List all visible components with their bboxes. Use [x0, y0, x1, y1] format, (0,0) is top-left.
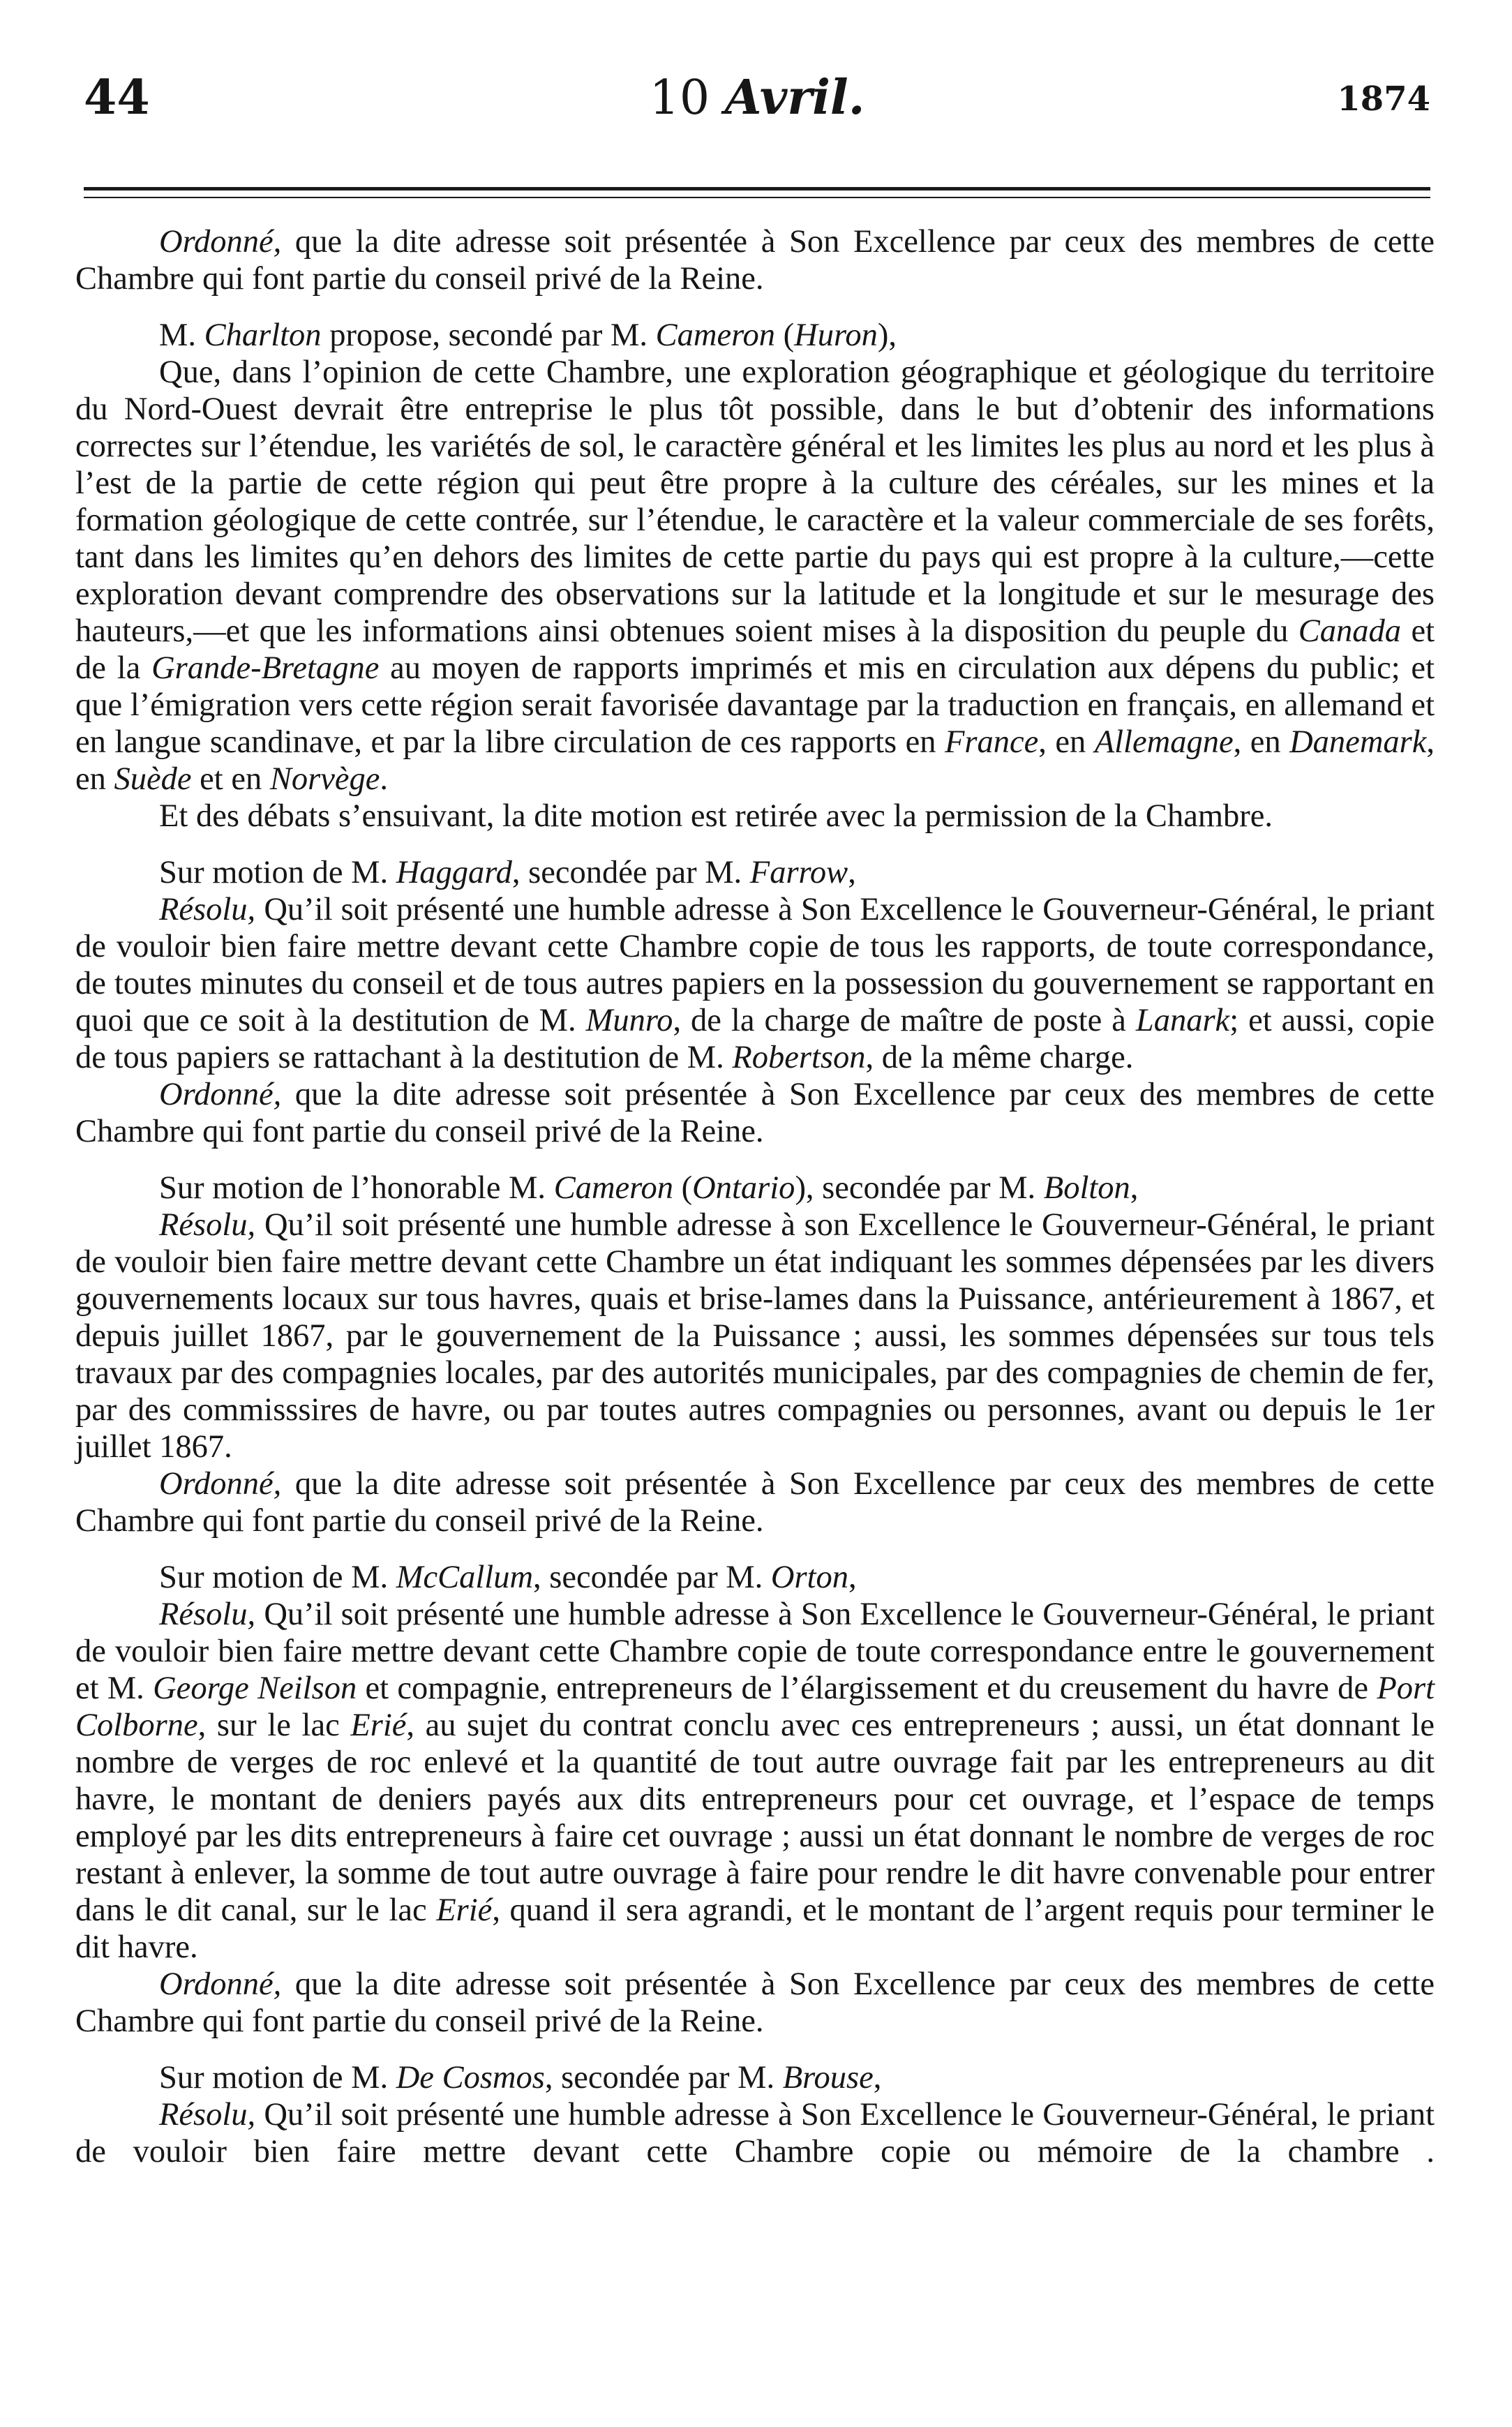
paragraph-text: Qu’il soit présenté une humble adresse à Son Excellence le Gouverneur-Général, le priant de vouloir bien faire mettre devant cette Chambre copie ou mémoire de la chambre .: [75, 2097, 1435, 2170]
text-run: Sur motion de M.: [159, 1560, 396, 1595]
text-run: , secondée par M.: [511, 855, 750, 890]
date-month: Avril.: [724, 70, 865, 126]
member-name: Brouse: [782, 2060, 874, 2096]
text-run: , secondée par M.: [533, 1560, 771, 1595]
page-number: 44: [84, 70, 150, 126]
riding-name: Huron: [794, 318, 878, 353]
text-run: .: [380, 761, 389, 797]
member-name: Cameron: [553, 1170, 674, 1206]
text-run: , en: [75, 724, 1435, 797]
header-rule-thick: [84, 187, 1430, 191]
journal-date: [84, 70, 1430, 126]
resolu-label: Résolu,: [159, 1207, 256, 1243]
text-run: Que, dans l’opinion de cette Chambre, une exploration géographique et géologique du territoire du Nord-Ouest devrait être entreprise le plus tôt possible, dans le but d’obtenir des informations correctes sur l’étendue, les variétés de sol, le caractère général et les limites les plus au nord et les plus à l’est de la partie de cette région qui peut être propre à la culture des céréales, sur les mines et la formation géologique de cette contrée, sur l’étendue, le caractère et la valeur commerciale de ses forêts, tant dans les limites qu’en dehors des limites de cette partie du pays qui est propre à la culture,—cette exploration devant comprendre des observations sur la latitude et la longitude et sur le mesurage des hauteurs,—et que les informations ainsi obtenues soient mises à la disposition du peuple du: [75, 354, 1435, 649]
text-run: , secondée par M.: [544, 2060, 783, 2096]
place-name: Erié: [436, 1892, 493, 1928]
paragraph-motion-charlton: [75, 317, 1435, 354]
ordonne-label: Ordonné,: [159, 1966, 282, 2002]
text-run: au moyen de rapports imprimés et mis en circulation aux dépens du public; et que l’émigration vers cette région serait favorisée davantage par la traduction en français, en allemand et en langue scandinave, et par la libre circulation de ces rapports en: [75, 650, 1435, 760]
text-run: ,: [873, 2060, 882, 2096]
member-name: Orton: [770, 1560, 849, 1595]
text-run: Qu’il soit présenté une humble adresse à Son Excellence le Gouverneur-Général, le priant de vouloir bien faire mettre devant cette Chambre copie de toute correspondance entre le gouvernement et M.: [75, 1597, 1435, 1706]
text-run: et en: [191, 761, 270, 797]
ordonne-label: Ordonné,: [159, 1466, 282, 1502]
text-run: ; et aussi, copie de tous papiers se rattachant à la destitution de M.: [75, 1003, 1435, 1075]
paragraph-ordonne-1: [75, 223, 1435, 297]
paragraph-text: que la dite adresse soit présentée à Son Excellence par ceux des membres de cette Chambre qui font partie du conseil privé de la Reine.: [75, 1966, 1435, 2039]
paragraph-text: que la dite adresse soit présentée à Son Excellence par ceux des membres de cette Chambre qui font partie du conseil privé de la Reine.: [75, 224, 1435, 297]
text-run: ,: [848, 1560, 857, 1595]
ordonne-label: Ordonné,: [159, 1077, 282, 1112]
paragraph-motion-withdrawn: [75, 798, 1435, 835]
paragraph-motion-haggard: [75, 854, 1435, 891]
place-name: Lanark: [1135, 1003, 1230, 1038]
text-run: , en: [1233, 724, 1290, 760]
text-run: ,: [1130, 1170, 1139, 1206]
paragraph-motion-mccallum: [75, 1559, 1435, 1596]
member-name: De Cosmos: [396, 2060, 545, 2096]
text-run: M.: [159, 318, 204, 353]
text-run: (: [673, 1170, 693, 1206]
text-run: , de la charge de maître de poste à: [673, 1003, 1136, 1038]
member-name: Charlton: [204, 318, 322, 353]
paragraph-motion-cameron: [75, 1170, 1435, 1207]
place-name: Port Colborne: [75, 1671, 1435, 1743]
paragraph-resolu-havres: [75, 1207, 1435, 1465]
person-name: George Neilson: [153, 1671, 357, 1706]
paragraph-resolu-munro: [75, 891, 1435, 1076]
place-name: Erié: [350, 1708, 407, 1743]
text-run: ),: [877, 318, 897, 353]
member-name: Munro: [585, 1003, 673, 1038]
member-name: McCallum: [396, 1560, 534, 1595]
riding-name: Ontario: [692, 1170, 795, 1206]
place-name: Canada: [1298, 613, 1402, 649]
year: 1874: [1337, 80, 1430, 119]
text-run: ), secondée par M.: [795, 1170, 1044, 1206]
header-rule-thin: [84, 197, 1430, 198]
paragraph-text: que la dite adresse soit présentée à Son Excellence par ceux des membres de cette Chambre qui font partie du conseil privé de la Reine.: [75, 1077, 1435, 1149]
text-run: et de la: [75, 613, 1435, 686]
text-run: Sur motion de M.: [159, 855, 396, 890]
date-day: 10: [649, 70, 710, 126]
text-run: , sur le lac: [197, 1708, 351, 1743]
text-run: ,: [848, 855, 856, 890]
paragraph-text: Et des débats s’ensuivant, la dite motion est retirée avec la permission de la Chambre.: [159, 798, 1273, 834]
text-run: Sur motion de l’honorable M.: [159, 1170, 554, 1206]
text-run: , de la même charge.: [865, 1040, 1134, 1075]
paragraph-motion-de-cosmos: [75, 2059, 1435, 2096]
member-name: Cameron: [655, 318, 775, 353]
text-run: propose, secondé par M.: [321, 318, 656, 353]
text-run: , quand il sera agrandi, et le montant de l’argent requis pour terminer le dit havre.: [75, 1892, 1435, 1965]
paragraph-text: Qu’il soit présenté une humble adresse à son Excellence le Gouverneur-Général, le priant de vouloir bien faire mettre devant cette Chambre un état indiquant les sommes dépensées par les divers gouvernements locaux sur tous havres, quais et brise-lames dans la Puissance, antérieurement à 1867, et depuis juillet 1867, par le gouvernement de la Puissance ; aussi, les sommes dépensées sur tous tels travaux par des compagnies locales, par des autorités municipales, par des compagnies de chemin de fer, par des commisssires de havre, ou par toutes autres compagnies ou personnes, avant ou depuis le 1er juillet 1867.: [75, 1207, 1435, 1465]
text-run: , au sujet du contrat conclu avec ces entrepreneurs ; aussi, un état donnant le nombre de verges de roc enlevé et la quantité de tout autre ouvrage fait par les entrepreneurs au dit havre, le montant de deniers payés aux dits entrepreneurs pour cet ouvrage, et l’espace de temps employé par les dits entrepreneurs à faire cet ouvrage ; aussi un état donnant le nombre de verges de roc restant à enlever, la somme de tout autre ouvrage à faire pour rendre le dit havre convenable pour entrer dans le dit canal, sur le lac: [75, 1708, 1435, 1928]
page-header: [84, 70, 1430, 147]
ordonne-label: Ordonné,: [159, 224, 282, 260]
text-run: Qu’il soit présenté une humble adresse à Son Excellence le Gouverneur-Général, le priant de vouloir bien faire mettre devant cette Chambre copie de tous les rapports, de toute correspondance, de toutes minutes du conseil et de tous autres papiers en la possession du gouvernement se rapportant en quoi que ce soit à la destitution de M.: [75, 892, 1435, 1038]
place-name: Danemark: [1289, 724, 1427, 760]
place-name: Allemagne: [1094, 724, 1234, 760]
paragraph-ordonne-2: [75, 1076, 1435, 1150]
paragraph-resolu-de-cosmos: [75, 2096, 1435, 2170]
member-name: Robertson: [732, 1040, 866, 1075]
place-name: Norvège: [269, 761, 380, 797]
member-name: Haggard: [396, 855, 512, 890]
resolu-label: Résolu,: [159, 1597, 256, 1632]
resolu-label: Résolu,: [159, 2097, 256, 2133]
member-name: Farrow: [749, 855, 848, 890]
member-name: Bolton: [1043, 1170, 1130, 1206]
paragraph-ordonne-4: [75, 1966, 1435, 2040]
paragraph-resolu-port-colborne: [75, 1596, 1435, 1966]
paragraph-exploration: [75, 354, 1435, 798]
resolu-label: Résolu,: [159, 892, 256, 927]
paragraph-text: que la dite adresse soit présentée à Son Excellence par ceux des membres de cette Chambre qui font partie du conseil privé de la Reine.: [75, 1466, 1435, 1539]
journal-body: [75, 223, 1435, 2170]
text-run: , en: [1038, 724, 1095, 760]
text-run: (: [775, 318, 795, 353]
place-name: Suède: [114, 761, 192, 797]
text-run: et compagnie, entrepreneurs de l’élargissement et du creusement du havre de: [357, 1671, 1377, 1706]
paragraph-ordonne-3: [75, 1465, 1435, 1539]
place-name: Grande-Bretagne: [151, 650, 380, 686]
text-run: Sur motion de M.: [159, 2060, 396, 2096]
place-name: France: [944, 724, 1039, 760]
